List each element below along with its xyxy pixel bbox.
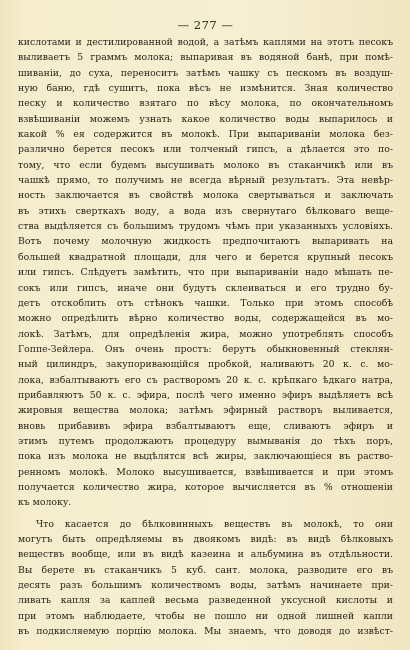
- text-line: къ молоку.: [18, 497, 72, 509]
- text-line: ный цилиндръ, закупоривающійся пробкой, наливаютъ 20 к. с. мо-: [18, 359, 393, 371]
- text-line: Гоппе-Зейлера. Онъ очень простъ: берутъ обыкновенный стеклян-: [18, 343, 393, 355]
- text-line: этимъ путемъ продолжаютъ процедуру вымыванія до тѣхъ поръ,: [18, 435, 393, 447]
- text-line: можно опредѣлить вѣрно количество воды, содержащейся въ мо-: [18, 313, 393, 325]
- text-line: ства выдѣляется съ большимъ трудомъ чѣмъ при указанныхъ условіяхъ.: [18, 221, 393, 233]
- text-line: ливать капля за каплей весьма разведенной уксусной кислоты и: [18, 595, 393, 607]
- text-line: лока, взбалтываютъ его съ растворомъ 20 к. с. крѣпкаго ѣдкаго натра,: [18, 374, 393, 386]
- text-line: какой % ея содержится въ молокѣ. При выпариваніи молока без-: [18, 129, 393, 141]
- text-line: вновь прибавивъ эфира взбалтываютъ еще, сливаютъ эфиръ и: [18, 420, 393, 432]
- page-number: — 277 —: [177, 18, 234, 32]
- text-line: прибавляютъ 50 к. с. эфира, послѣ чего именно эфиръ выдѣляетъ всѣ: [18, 389, 393, 401]
- text-line: Вотъ почему молочную жидкость предпочитаютъ выпаривать на: [18, 236, 393, 248]
- text-line: десять разъ большимъ количествомъ воды, затѣмъ начинаете при-: [18, 580, 393, 592]
- text-line: жировыя вещества молока; затѣмъ эфирный растворъ выливается,: [18, 405, 393, 417]
- text-line: въ этихъ сверткахъ воду, а вода изъ свернутаго бѣлковаго веще-: [18, 205, 393, 217]
- text-line: ную баню, гдѣ сушитъ, пока вѣсъ не измѣнится. Зная количество: [18, 83, 393, 95]
- text-line: Что касается до бѣлковинныхъ веществъ въ молокѣ, то они: [36, 518, 393, 530]
- text-line: при этомъ наблюдаете, чтобы не пошло ни одной лишней капли: [18, 610, 393, 622]
- text-line: или гипсъ. Слѣдуетъ замѣтить, что при выпариваніи надо мѣшать пе-: [18, 267, 393, 279]
- text-line: тому, что если будемъ высушивать молоко въ стаканчикѣ или въ: [18, 159, 393, 171]
- text-line: пока изъ молока не выдѣлятся всѣ жиры, заключающіеся въ раство-: [18, 451, 393, 463]
- text-line: въ подкисляемую порцію молока. Мы знаемъ, что доводя до извѣст-: [18, 626, 393, 638]
- text-line: могутъ быть опредѣляемы въ двоякомъ видѣ: въ видѣ бѣлковыхъ: [18, 534, 393, 545]
- text-line: Вы берете въ стаканчикъ 5 куб. сант. молока, разводите его въ: [18, 564, 393, 576]
- text-line: шиваніи, до суха, переноситъ затѣмъ чашку съ пескомъ въ воздуш-: [18, 67, 393, 79]
- text-line: сокъ или гипсъ, иначе они будутъ склеиваться и его трудно бу-: [18, 282, 393, 294]
- paragraph-2: [18, 517, 393, 640]
- text-line: веществъ вообще, или въ видѣ казеина и альбумина въ отдѣльности.: [18, 549, 393, 561]
- text-line: выливаетъ 5 граммъ молока; выпаривая въ водяной банѣ, при помѣ-: [18, 52, 393, 64]
- text-line: различно берется песокъ или толченый гипсъ, а дѣлается это по-: [18, 144, 393, 156]
- text-line: получается количество жира, которое вычисляется въ % отношеніи: [18, 481, 393, 493]
- text-line: взвѣшиваніи можемъ узнать какое количество воды выпарилось и: [18, 113, 393, 125]
- text-line: ренномъ молокѣ. Молоко высушивается, взвѣшивается и при этомъ: [18, 466, 393, 478]
- paragraph-1: [18, 35, 393, 511]
- text-line: ность заключается въ свойствѣ молока свертываться и заключать: [18, 190, 393, 202]
- text-line: детъ отскоблить отъ стѣнокъ чашки. Только при этомъ способѣ: [18, 297, 393, 309]
- text-line: локѣ. Затѣмъ, для опредѣленія жира, можно употреблять способъ: [18, 328, 393, 340]
- text-line: большей квадратной площади, для чего и берется крупный песокъ: [18, 251, 393, 263]
- text-line: песку и количество взятаго по вѣсу молока, по окончательномъ: [18, 98, 393, 110]
- text-line: кислотами и дестилированной водой, а затѣмъ каплями на этотъ песокъ: [18, 37, 393, 48]
- text-line: чашкѣ прямо, то получимъ не всегда вѣрный результатъ. Эта невѣр-: [18, 175, 393, 187]
